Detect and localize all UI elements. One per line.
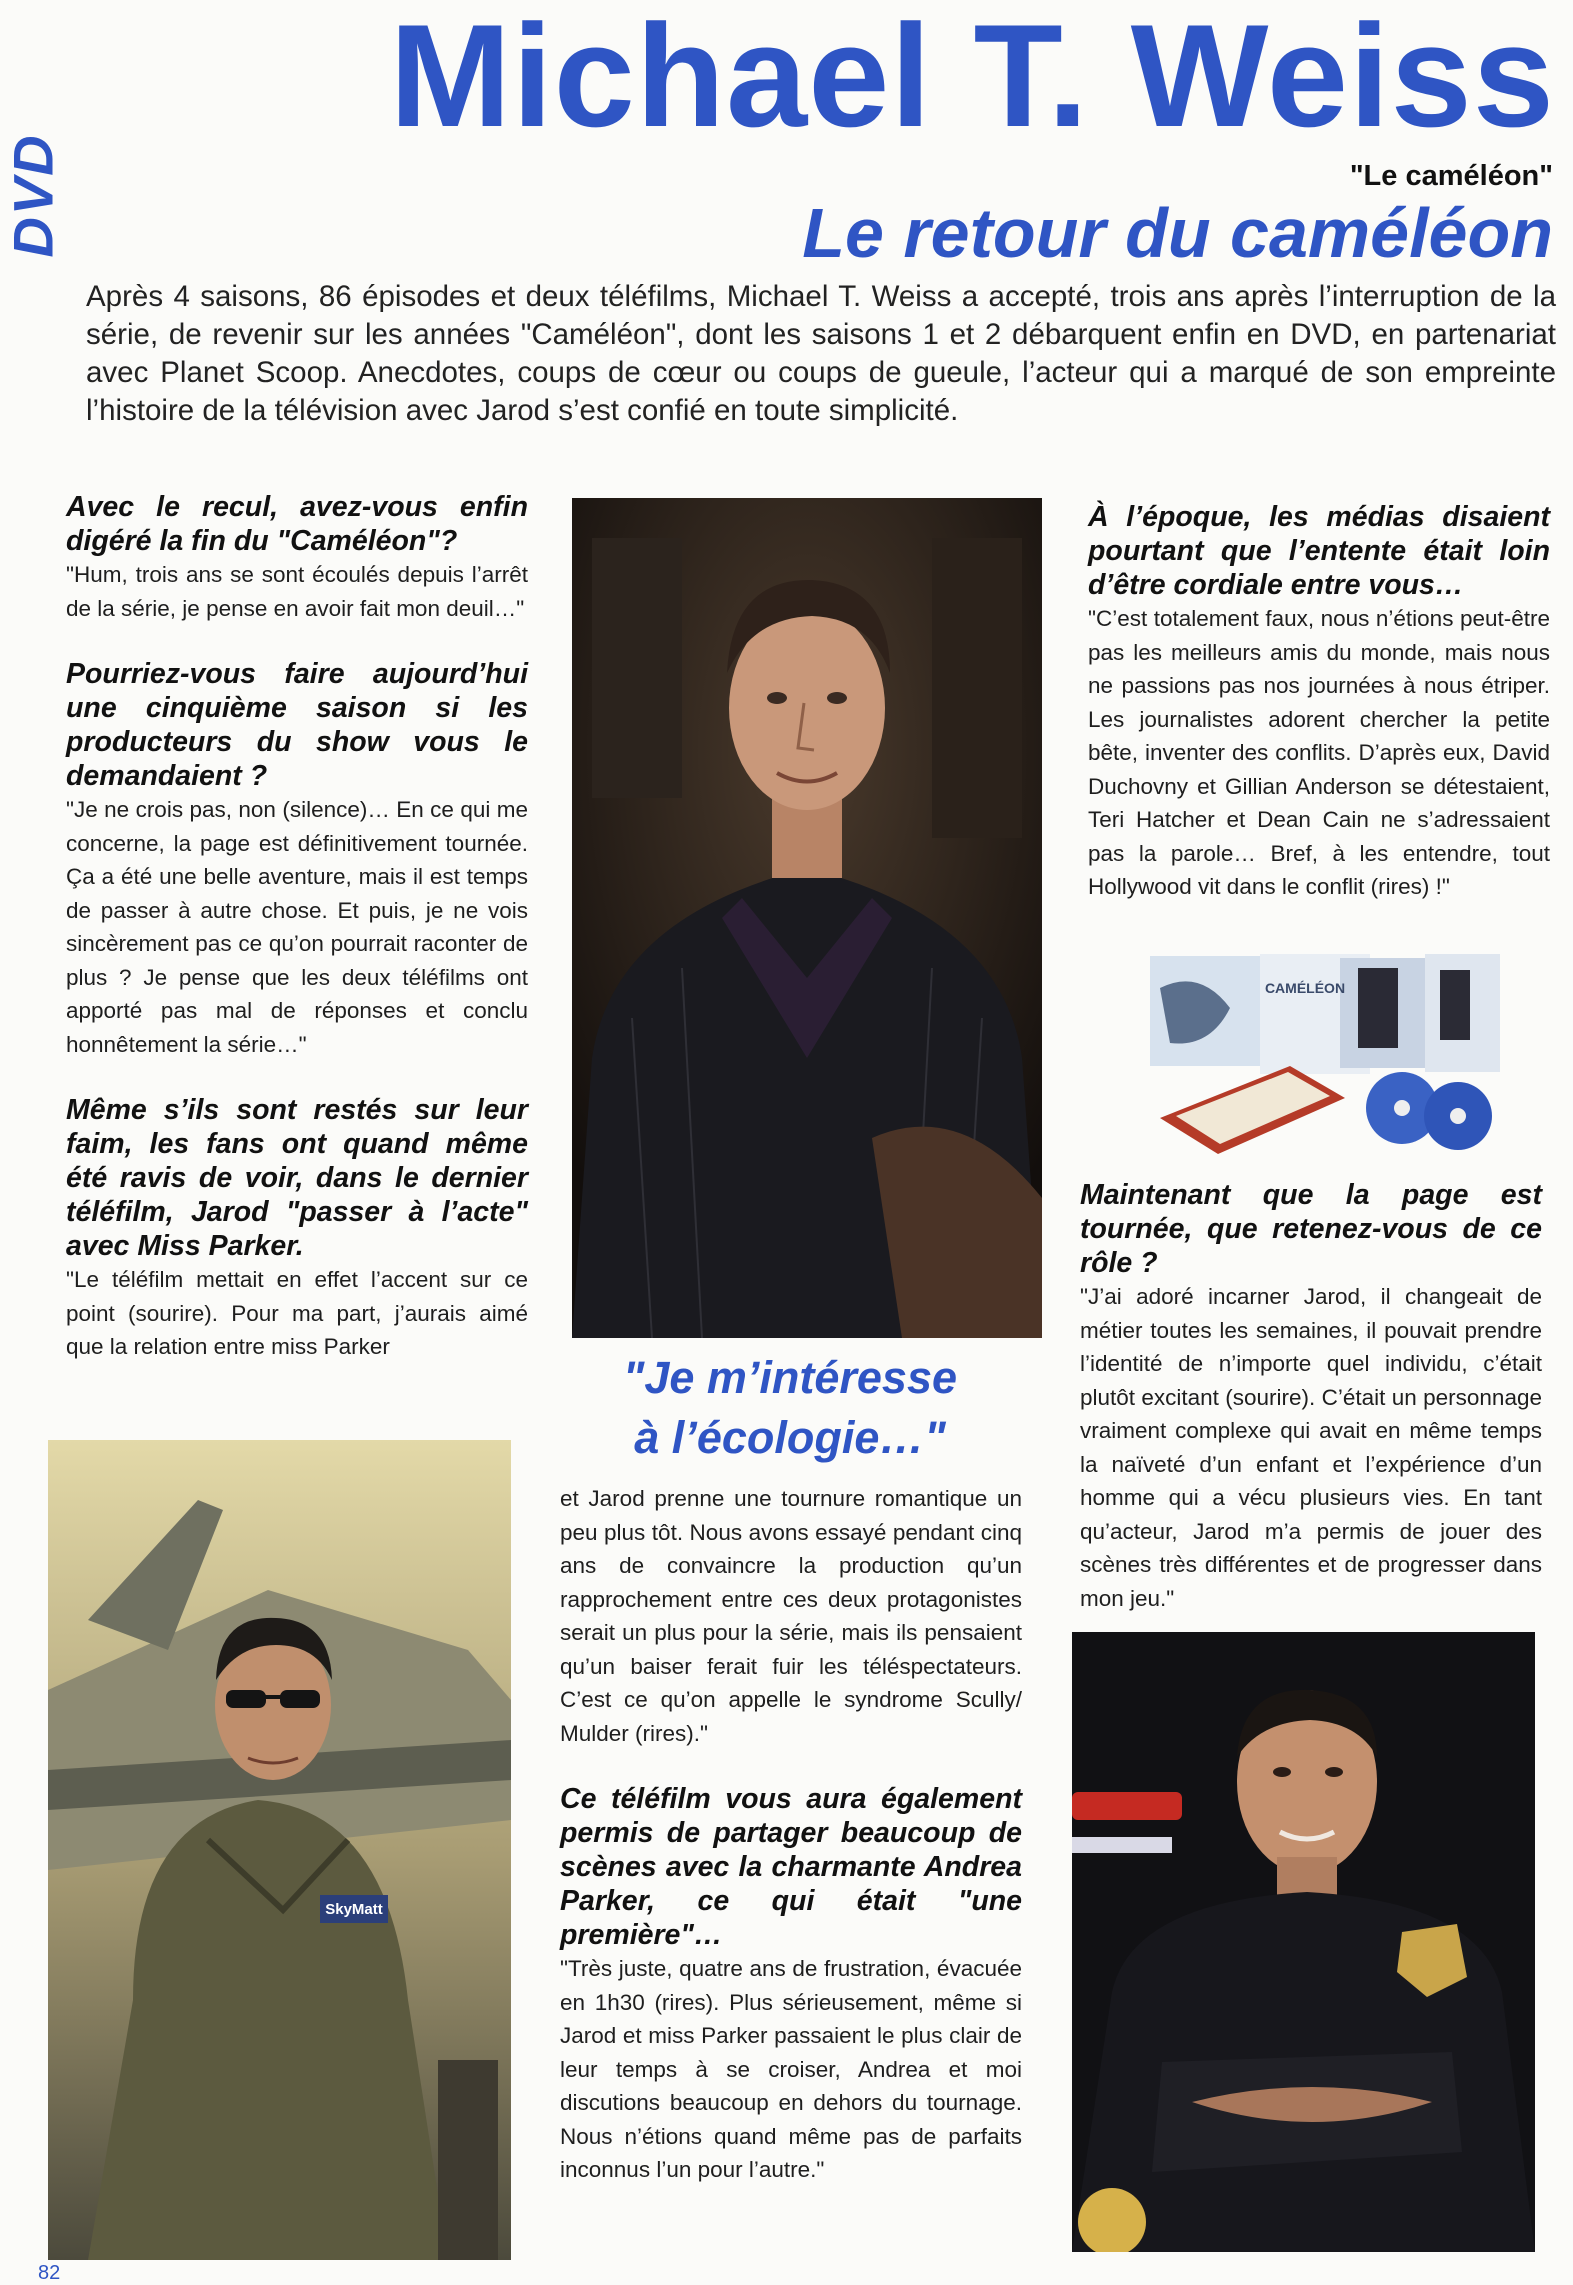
police-photo-art <box>1072 1632 1535 2252</box>
answer-3: "Le téléfilm mettait en effet l’accent sur ce point (sourire). Pour ma part, j’aurais aimé que la relation entre miss Parker <box>66 1267 528 1359</box>
flight-suit-patch: SkyMatt <box>325 1901 383 1918</box>
main-portrait-photo <box>572 498 1042 1338</box>
answer-3-continued: et Jarod prenne une tournure romantique un peu plus tôt. Nous avons essayé pendant cinq ans de convaincre la production qu’un rapprochement entre ces deux protagonistes serait un plus pour la série, mais ils pensaient qu’un baiser ferait fuir les téléspectateurs. C’est ce qu’on appelle le syndrome Scully/ Mulder (rires)." <box>560 1486 1022 1746</box>
pull-quote-line-2: à l’écologie…" <box>634 1412 946 1463</box>
question-1: Avec le recul, avez-vous enfin digéré la fin du "Caméléon"? <box>66 491 528 557</box>
column-right-bottom <box>1080 1178 1542 1615</box>
pilot-photo-art <box>48 1440 511 2260</box>
dvd-boxset-image <box>1140 948 1510 1160</box>
page-number: 82 <box>38 2262 61 2284</box>
question-4: Ce téléfilm vous aura également permis de partager beaucoup de scènes avec la charmante Andrea Parker, ce qui était "une première"… <box>560 1783 1022 1951</box>
question-2: Pourriez-vous faire aujourd’hui une cinquième saison si les producteurs du show vous le demandaient ? <box>66 658 528 792</box>
article-title: Michael T. Weiss <box>389 0 1555 157</box>
answer-2: "Je ne crois pas, non (silence)… En ce qui me concerne, la page est définitivement tournée. Ça a été une belle aventure, mais il est temps de passer à autre chose. Et puis, je ne vois sincèrement pas ce qu’on pourrait raconter de plus ? Je pense que les deux téléfilms ont apporté pas mal de réponses et conclu honnêtement la série…" <box>66 797 528 1057</box>
question-3: Même s’ils sont restés sur leur faim, les fans ont quand même été ravis de voir, dans le dernier téléfilm, Jarod "passer à l’acte" avec Miss Parker. <box>66 1094 528 1262</box>
dvd-cover-label: CAMÉLÉON <box>1264 980 1346 996</box>
pull-quote-line-1: "Je m’intéresse <box>622 1352 958 1403</box>
police-photo <box>1072 1632 1535 2252</box>
main-portrait-art <box>572 498 1042 1338</box>
dvd-boxset-art <box>1140 948 1510 1160</box>
pull-quote <box>560 1348 1020 1468</box>
answer-4: "Très juste, quatre ans de frustration, évacuée en 1h30 (rires). Plus sérieusement, même si Jarod et miss Parker passaient le plus clair de leur temps à se croiser, Andrea et moi discutions beaucoup en dehors du tournage. Nous n’étions quand même pas de parfaits inconnus l’un pour l’autre." <box>560 1956 1022 2182</box>
pilot-photo <box>48 1440 511 2260</box>
column-middle <box>560 1482 1022 2187</box>
column-left <box>66 490 528 1364</box>
article-subtitle: Le retour du caméléon <box>802 194 1553 272</box>
question-6: Maintenant que la page est tournée, que retenez-vous de ce rôle ? <box>1080 1179 1542 1279</box>
section-tab <box>2 125 64 265</box>
answer-6: "J’ai adoré incarner Jarod, il changeait de métier toutes les semaines, il pouvait prendre l’identité de n’importe quel individu, c’était plutôt excitant (sourire). C’était un personnage vraiment complexe qui avait en même temps la naïveté d’un enfant et l’expérience d’un homme qui a vécu plusieurs vies. En tant qu’acteur, Jarod m’a permis de jouer des scènes très différentes et de progresser dans mon jeu." <box>1080 1284 1542 1611</box>
question-5: À l’époque, les médias disaient pourtant que l’entente était loin d’être cordiale entre vous… <box>1088 501 1550 601</box>
section-label: DVD <box>1 132 65 258</box>
intro-paragraph: Après 4 saisons, 86 épisodes et deux téléfilms, Michael T. Weiss a accepté, trois ans après l’interruption de la série, de revenir sur les années "Caméléon", dont les saisons 1 et 2 débarquent enfin en DVD, en partenariat avec Planet Scoop. Anecdotes, coups de cœur ou coups de gueule, l’acteur qui a marqué de son empreinte l’histoire de la télévision avec Jarod s’est confié en toute simplicité. <box>86 280 1556 427</box>
answer-1: "Hum, trois ans se sont écoulés depuis l’arrêt de la série, je pense en avoir fait mon deuil…" <box>66 562 528 621</box>
series-name: "Le caméléon" <box>1349 160 1553 192</box>
answer-5: "C’est totalement faux, nous n’étions peut-être pas les meilleurs amis du monde, mais nous ne passions pas nos journées à nous étriper. Les journalistes adorent chercher la petite bête, inventer des conflits. D’après eux, David Duchovny et Gillian Anderson se détestaient, Teri Hatcher et Dean Cain ne s’adressaient pas la parole… Bref, à les entendre, tout Hollywood vit dans le conflit (rires) !" <box>1088 606 1550 899</box>
column-right-top <box>1088 500 1550 904</box>
